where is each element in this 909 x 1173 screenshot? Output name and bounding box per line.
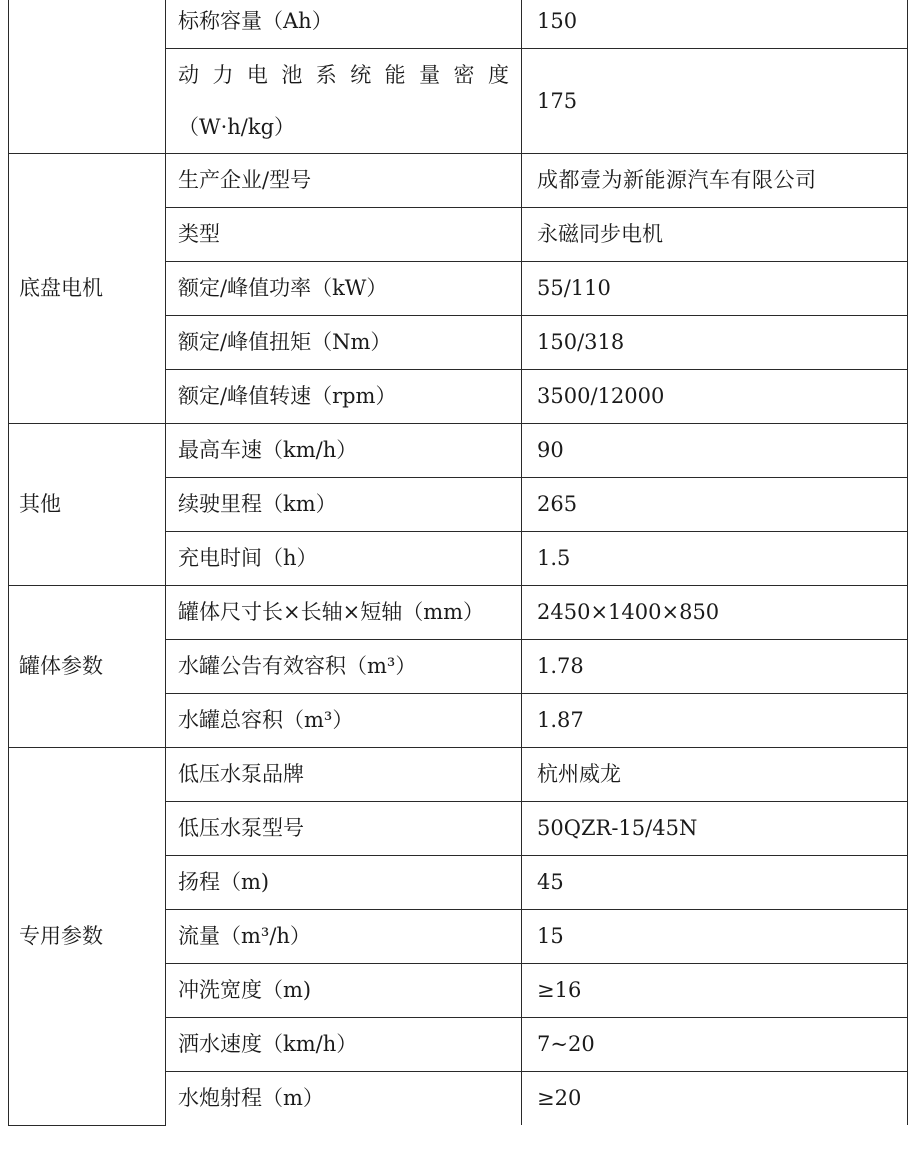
param-cell: 水炮射程（m）: [166, 1072, 522, 1126]
value-cell: 1.5: [522, 532, 908, 586]
param-cell: 冲洗宽度（m): [166, 964, 522, 1018]
value-cell: 永磁同步电机: [522, 208, 908, 262]
param-cell: 水罐总容积（m³）: [166, 694, 522, 748]
group-cell-battery: [9, 0, 166, 154]
table-row: [9, 0, 908, 49]
table-row: [9, 586, 908, 640]
param-cell: 续驶里程（km）: [166, 478, 522, 532]
param-cell: 流量（m³/h）: [166, 910, 522, 964]
param-cell: 最高车速（km/h）: [166, 424, 522, 478]
group-cell-chassis-motor: 底盘电机: [9, 154, 166, 424]
value-cell: 7~20: [522, 1018, 908, 1072]
value-cell: 成都壹为新能源汽车有限公司: [522, 154, 908, 208]
param-cell: 扬程（m): [166, 856, 522, 910]
value-cell: 1.78: [522, 640, 908, 694]
param-cell: 罐体尺寸长×长轴×短轴（mm）: [166, 586, 522, 640]
param-cell: 低压水泵品牌: [166, 748, 522, 802]
value-cell: 1.87: [522, 694, 908, 748]
spec-table: [8, 0, 908, 1126]
param-cell: 额定/峰值转速（rpm）: [166, 370, 522, 424]
param-line-2: （W·h/kg）: [178, 115, 296, 139]
param-cell: 额定/峰值扭矩（Nm）: [166, 316, 522, 370]
value-cell: 45: [522, 856, 908, 910]
param-cell: [166, 49, 522, 154]
value-cell: 150/318: [522, 316, 908, 370]
value-cell: 150: [522, 0, 908, 49]
value-cell: 175: [522, 49, 908, 154]
value-cell: 55/110: [522, 262, 908, 316]
value-cell: ≥16: [522, 964, 908, 1018]
param-cell: 水罐公告有效容积（m³）: [166, 640, 522, 694]
value-cell: 杭州威龙: [522, 748, 908, 802]
table-row: [9, 748, 908, 802]
param-cell: 额定/峰值功率（kW）: [166, 262, 522, 316]
value-cell: 265: [522, 478, 908, 532]
table-row: [9, 154, 908, 208]
param-cell: 标称容量（Ah）: [166, 0, 522, 49]
value-cell: 90: [522, 424, 908, 478]
value-cell: 3500/12000: [522, 370, 908, 424]
group-cell-tank: 罐体参数: [9, 586, 166, 748]
value-cell: 50QZR-15/45N: [522, 802, 908, 856]
param-cell: 低压水泵型号: [166, 802, 522, 856]
value-cell: ≥20: [522, 1072, 908, 1126]
param-cell: 生产企业/型号: [166, 154, 522, 208]
value-cell: 2450×1400×850: [522, 586, 908, 640]
param-cell: 充电时间（h）: [166, 532, 522, 586]
group-cell-special: 专用参数: [9, 748, 166, 1126]
param-cell: 洒水速度（km/h）: [166, 1018, 522, 1072]
param-cell: 类型: [166, 208, 522, 262]
table-row: [9, 424, 908, 478]
param-line-1: 动 力 电 池 系 统 能 量 密 度: [178, 63, 509, 87]
value-cell: 15: [522, 910, 908, 964]
group-cell-other: 其他: [9, 424, 166, 586]
